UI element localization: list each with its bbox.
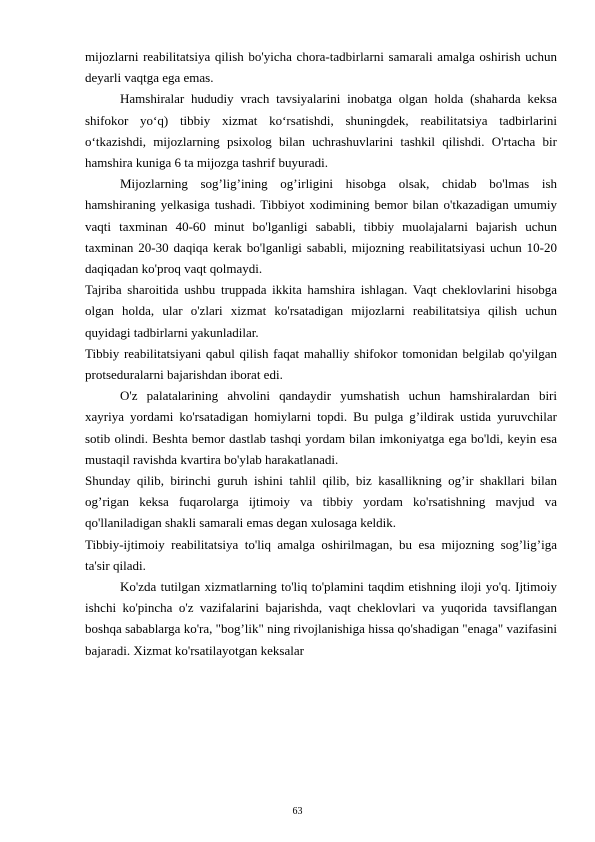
paragraph-7: Shunday qilib, birinchi guruh ishini tahlil qilib, biz kasallikning og’ir shakllari bilan og’rigan keksa fuqarolarga ijtimoiy va tibbiy yordam ko'rsatishning mavjud va qo'llaniladigan shakli samarali emas degan xulosaga keldik. bbox=[85, 473, 557, 531]
paragraph-8: Tibbiy-ijtimoiy reabilitatsiya to'liq amalga oshirilmagan, bu esa mijozning sog’lig’iga ta'sir qiladi. bbox=[85, 536, 557, 573]
page-number: 63 bbox=[292, 806, 303, 817]
paragraph-1: mijozlarni reabilitatsiya qilish bo'yicha chora-tadbirlarni samarali amalga oshirish uchun deyarli vaqtga ega emas. bbox=[85, 49, 557, 86]
paragraph-2: Hamshiralar hududiy vrach tavsiyalarini inobatga olgan holda (shaharda keksa shifokor yo‘q) tibbiy xizmat ko‘rsatishdi, shuningdek, reabilitatsiya tadbirlarini o‘tkazishdi, mijozlarning psixolog bilan uchrashuvlarini tashkil qilishdi. O'rtacha bir hamshira kuniga 6 ta mijozga tashrif buyuradi. bbox=[85, 91, 557, 171]
paragraph-6: O'z palatalarining ahvolini qandaydir yumshatish uchun hamshiralardan biri xayriya yordami ko'rsatadigan homiylarni topdi. Bu pulga g’ildirak ustida yuruvchilar sotib olindi. Beshta bemor dastlab tashqi yordam bilan imkoniyatga ega bo'ldi, keyin esa mustaqil ravishda kvartira bo'ylab harakatlanadi. bbox=[85, 388, 557, 467]
document-page bbox=[85, 46, 557, 661]
paragraph-4: Tajriba sharoitida ushbu truppada ikkita hamshira ishlagan. Vaqt cheklovlarini hisobga olgan holda, ular o'zlari xizmat ko'rsatadigan mijozlarni reabilitatsiya qilish uchun quyidagi tadbirlarni yakunladilar. bbox=[85, 282, 557, 340]
paragraph-5: Tibbiy reabilitatsiyani qabul qilish faqat mahalliy shifokor tomonidan belgilab qo'yilgan protseduralarni bajarishdan iborat edi. bbox=[85, 345, 557, 383]
paragraph-9: Ko'zda tutilgan xizmatlarning to'liq to'plamini taqdim etishning iloji yo'q. Ijtimoiy ishchi ko'pincha o'z vazifalarini bajarishda, vaqt cheklovlari va yuqorida tavsiflangan boshqa sabablarga ko'ra, "bog’lik" ning rivojlanishiga hissa qo'shadigan "enaga" vazifasini bajaradi. Xizmat ko'rsatilayotgan keksalar bbox=[85, 579, 557, 658]
paragraph-3: Mijozlarning sog’lig’ining og’irligini hisobga olsak, chidab bo'lmas ish hamshiraning yelkasiga tushadi. Tibbiyot xodimining bemor bilan o'tkazadigan umumiy vaqti taxminan 40-60 minut bo'lganligi sababli, tibbiy muolajalarni bajarish uchun taxminan 20-30 daqiqa kerak bo'lganligi sababli, mijozning reabilitatsiyasi uchun 10-20 daqiqadan ko'proq vaqt qolmaydi. bbox=[85, 176, 557, 277]
